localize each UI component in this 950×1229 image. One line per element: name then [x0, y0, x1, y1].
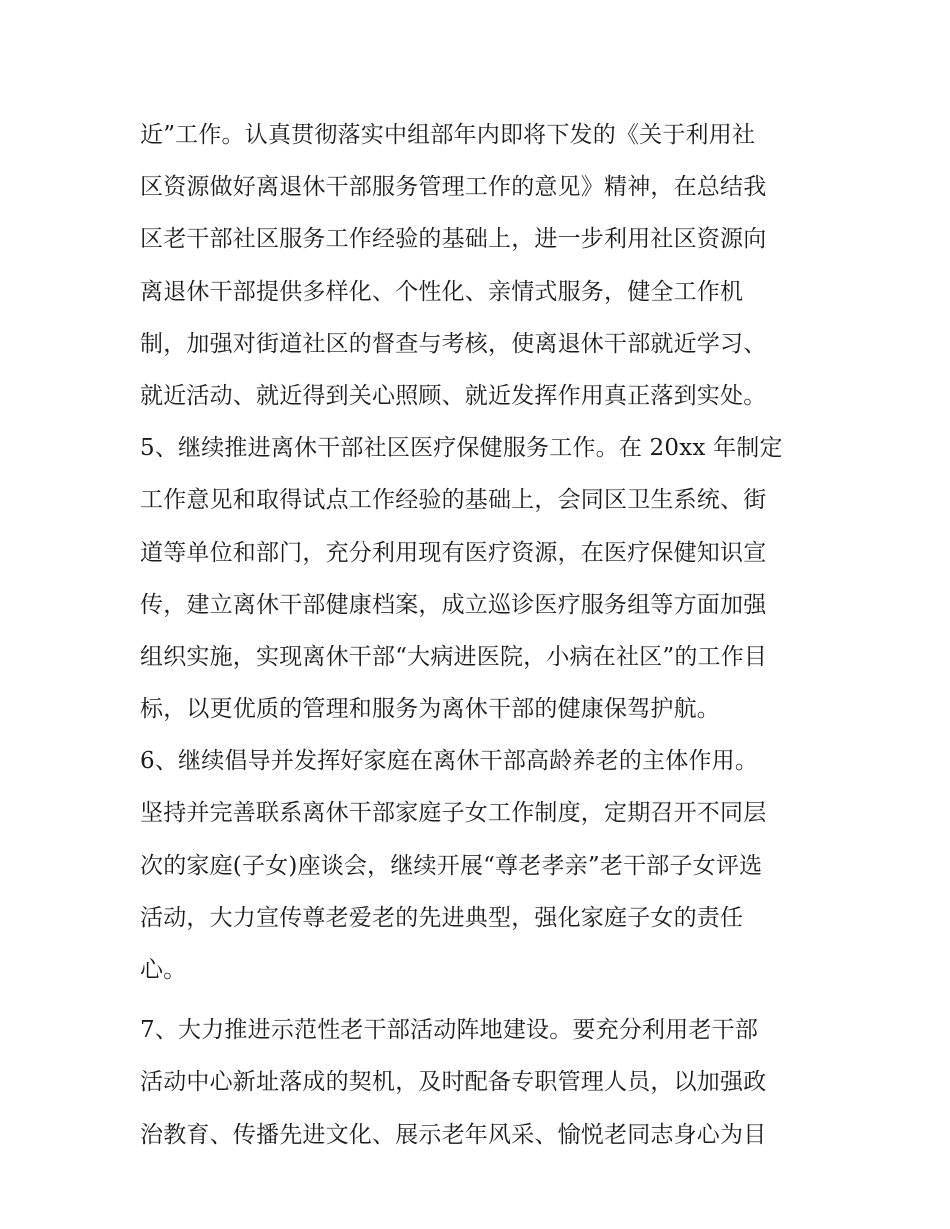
text-line: 心。 [140, 957, 187, 983]
text-line: 活动中心新址落成的契机，及时配备专职管理人员，以加强政 [140, 1069, 767, 1096]
text-line: 传，建立离休干部健康档案，成立巡诊医疗服务组等方面加强 [140, 591, 767, 618]
text-line: 活动，大力宣传尊老爱老的先进典型，强化家庭子女的责任 [140, 904, 744, 931]
text-line: 近”工作。认真贯彻落实中组部年内即将下发的《关于利用社 [140, 122, 756, 148]
text-line: 次的家庭(子女)座谈会，继续开展“尊老孝亲”老干部子女评选 [140, 852, 763, 879]
text-line: 区资源做好离退休干部服务管理工作的意见》精神，在总结我 [140, 174, 767, 201]
text-line: 区老干部社区服务工作经验的基础上，进一步利用社区资源向 [140, 226, 767, 253]
text-line: 制，加强对街道社区的督查与考核，使离退休干部就近学习、 [140, 330, 767, 357]
text-line: 7、大力推进示范性老干部活动阵地建设。要充分利用老干部 [140, 1017, 759, 1044]
text-line: 离退休干部提供多样化、个性化、亲情式服务，健全工作机 [140, 278, 744, 305]
text-line: 6、继续倡导并发挥好家庭在离休干部高龄养老的主体作用。 [140, 748, 759, 775]
text-line: 5、继续推进离休干部社区医疗保健服务工作。在 20xx 年制定 [140, 435, 783, 462]
paragraph-gap [140, 996, 820, 1004]
text-line: 治教育、传播先进文化、展示老年风采、愉悦老同志身心为目 [140, 1121, 767, 1148]
text-line: 组织实施，实现离休干部“大病进医院，小病在社区”的工作目 [140, 643, 768, 670]
text-line: 标，以更优质的管理和服务为离休干部的健康保驾护航。 [140, 696, 720, 723]
body-text [140, 109, 820, 1161]
text-line: 工作意见和取得试点工作经验的基础上，会同区卫生系统、街 [140, 487, 767, 514]
text-line: 坚持并完善联系离休干部家庭子女工作制度，定期召开不同层 [140, 800, 767, 827]
text-line: 道等单位和部门，充分利用现有医疗资源，在医疗保健知识宣 [140, 539, 767, 566]
text-line: 就近活动、就近得到关心照顾、就近发挥作用真正落到实处。 [140, 382, 767, 409]
